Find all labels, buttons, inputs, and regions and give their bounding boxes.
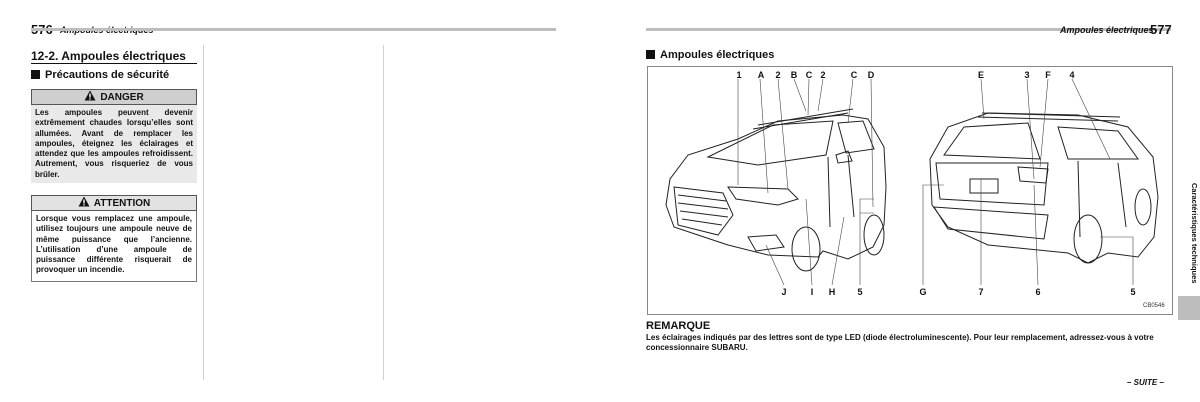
- rear-window: [944, 123, 1040, 159]
- figure-label-H: H: [828, 287, 836, 297]
- vehicle-illustration: [648, 67, 1172, 314]
- right-page-number: 577: [1150, 22, 1172, 37]
- front-leader-lines: [738, 79, 874, 285]
- danger-box: [31, 89, 197, 183]
- front-wheel-left: [792, 227, 820, 271]
- warning-triangle-icon: [84, 90, 96, 101]
- section-title-rule: [31, 63, 197, 64]
- side-tab-label: [1190, 183, 1200, 293]
- figure-label-5b: 5: [1130, 287, 1136, 297]
- front-fog-lamp: [748, 235, 784, 251]
- figure-subsection-title-text: Ampoules électriques: [660, 49, 775, 61]
- attention-text: Lorsque vous remplacez une ampoule, utilisez toujours une ampoule neuve de même puissance que l’ancienne. L’utilisation d’une ampoule de puissance différente risquerait de provoquer un incendie.: [31, 211, 197, 282]
- column-divider-1: [203, 45, 204, 380]
- figure-label-E: E: [977, 70, 984, 80]
- figure-label-J: J: [781, 287, 787, 297]
- side-tab-marker: [1178, 296, 1200, 320]
- rear-car-body: [930, 113, 1158, 263]
- figure-label-1: 1: [736, 70, 742, 80]
- left-header-rule: [31, 28, 556, 31]
- rear-side-windows: [1058, 127, 1138, 159]
- section-title: 12-2. Ampoules électriques: [31, 49, 186, 63]
- front-side-windows: [838, 121, 874, 153]
- front-car-body: [666, 115, 886, 259]
- continued-footer: – SUITE –: [1127, 378, 1164, 387]
- warning-triangle-icon: [78, 196, 90, 207]
- front-wheel-right: [864, 215, 884, 255]
- figure-label-5: 5: [857, 287, 863, 297]
- figure-label-7: 7: [978, 287, 984, 297]
- danger-text: Les ampoules peuvent devenir extrêmement chaudes lorsqu’elles sont allumées. Avant de remplacer les ampoules, éteignez les éclairages et attendez que les ampoules refroidissent. Autrement, vous risqueriez de vous brûler.: [31, 105, 197, 183]
- rear-tail-light: [1018, 167, 1048, 183]
- front-headlight: [728, 187, 798, 205]
- rear-bumper: [934, 207, 1048, 239]
- figure-label-3: 3: [1024, 70, 1030, 80]
- figure-label-C: C: [805, 70, 813, 80]
- remarque-text: Les éclairages indiqués par des lettres sont de type LED (diode électroluminescente). Pour leur remplacement, adressez-vous à votre concessionnaire SUBARU.: [646, 333, 1154, 352]
- figure-label-G: G: [919, 287, 927, 297]
- rear-wheel-far: [1135, 189, 1151, 225]
- figure-label-6: 6: [1035, 287, 1041, 297]
- front-door-lines: [828, 155, 854, 227]
- right-running-header: Ampoules électriques: [1060, 25, 1154, 35]
- figure-label-C2: C: [850, 70, 858, 80]
- figure-label-A: A: [757, 70, 765, 80]
- bulb-location-figure: [647, 66, 1173, 315]
- figure-label-2: 2: [775, 70, 781, 80]
- attention-box: [31, 195, 197, 282]
- rear-door-lines: [1078, 161, 1126, 237]
- rear-plate-area: [970, 179, 998, 193]
- column-divider-2: [383, 45, 384, 380]
- subsection-title-text: Précautions de sécurité: [45, 69, 170, 81]
- figure-subsection-title: [646, 49, 774, 61]
- figure-label-D: D: [867, 70, 875, 80]
- figure-label-I: I: [810, 287, 814, 297]
- right-page: [600, 0, 1200, 402]
- black-square-bullet-icon: [31, 70, 40, 79]
- figure-label-F: F: [1045, 70, 1051, 80]
- remarque-title: REMARQUE: [646, 320, 711, 332]
- danger-label: DANGER: [100, 92, 144, 103]
- front-grille-bars: [678, 195, 728, 225]
- figure-id: CB0546: [1143, 303, 1165, 309]
- danger-header: [31, 89, 197, 105]
- side-tab-text: Caractéristiques techniques: [1190, 183, 1199, 284]
- figure-label-B: B: [790, 70, 798, 80]
- subsection-title: [31, 69, 169, 81]
- figure-label-2b: 2: [820, 70, 826, 80]
- rear-tailgate: [936, 163, 1048, 205]
- attention-label: ATTENTION: [93, 198, 151, 209]
- black-square-bullet-icon: [646, 50, 655, 59]
- figure-label-4: 4: [1069, 70, 1075, 80]
- attention-header: [31, 195, 197, 211]
- rear-wheel-right: [1074, 215, 1102, 263]
